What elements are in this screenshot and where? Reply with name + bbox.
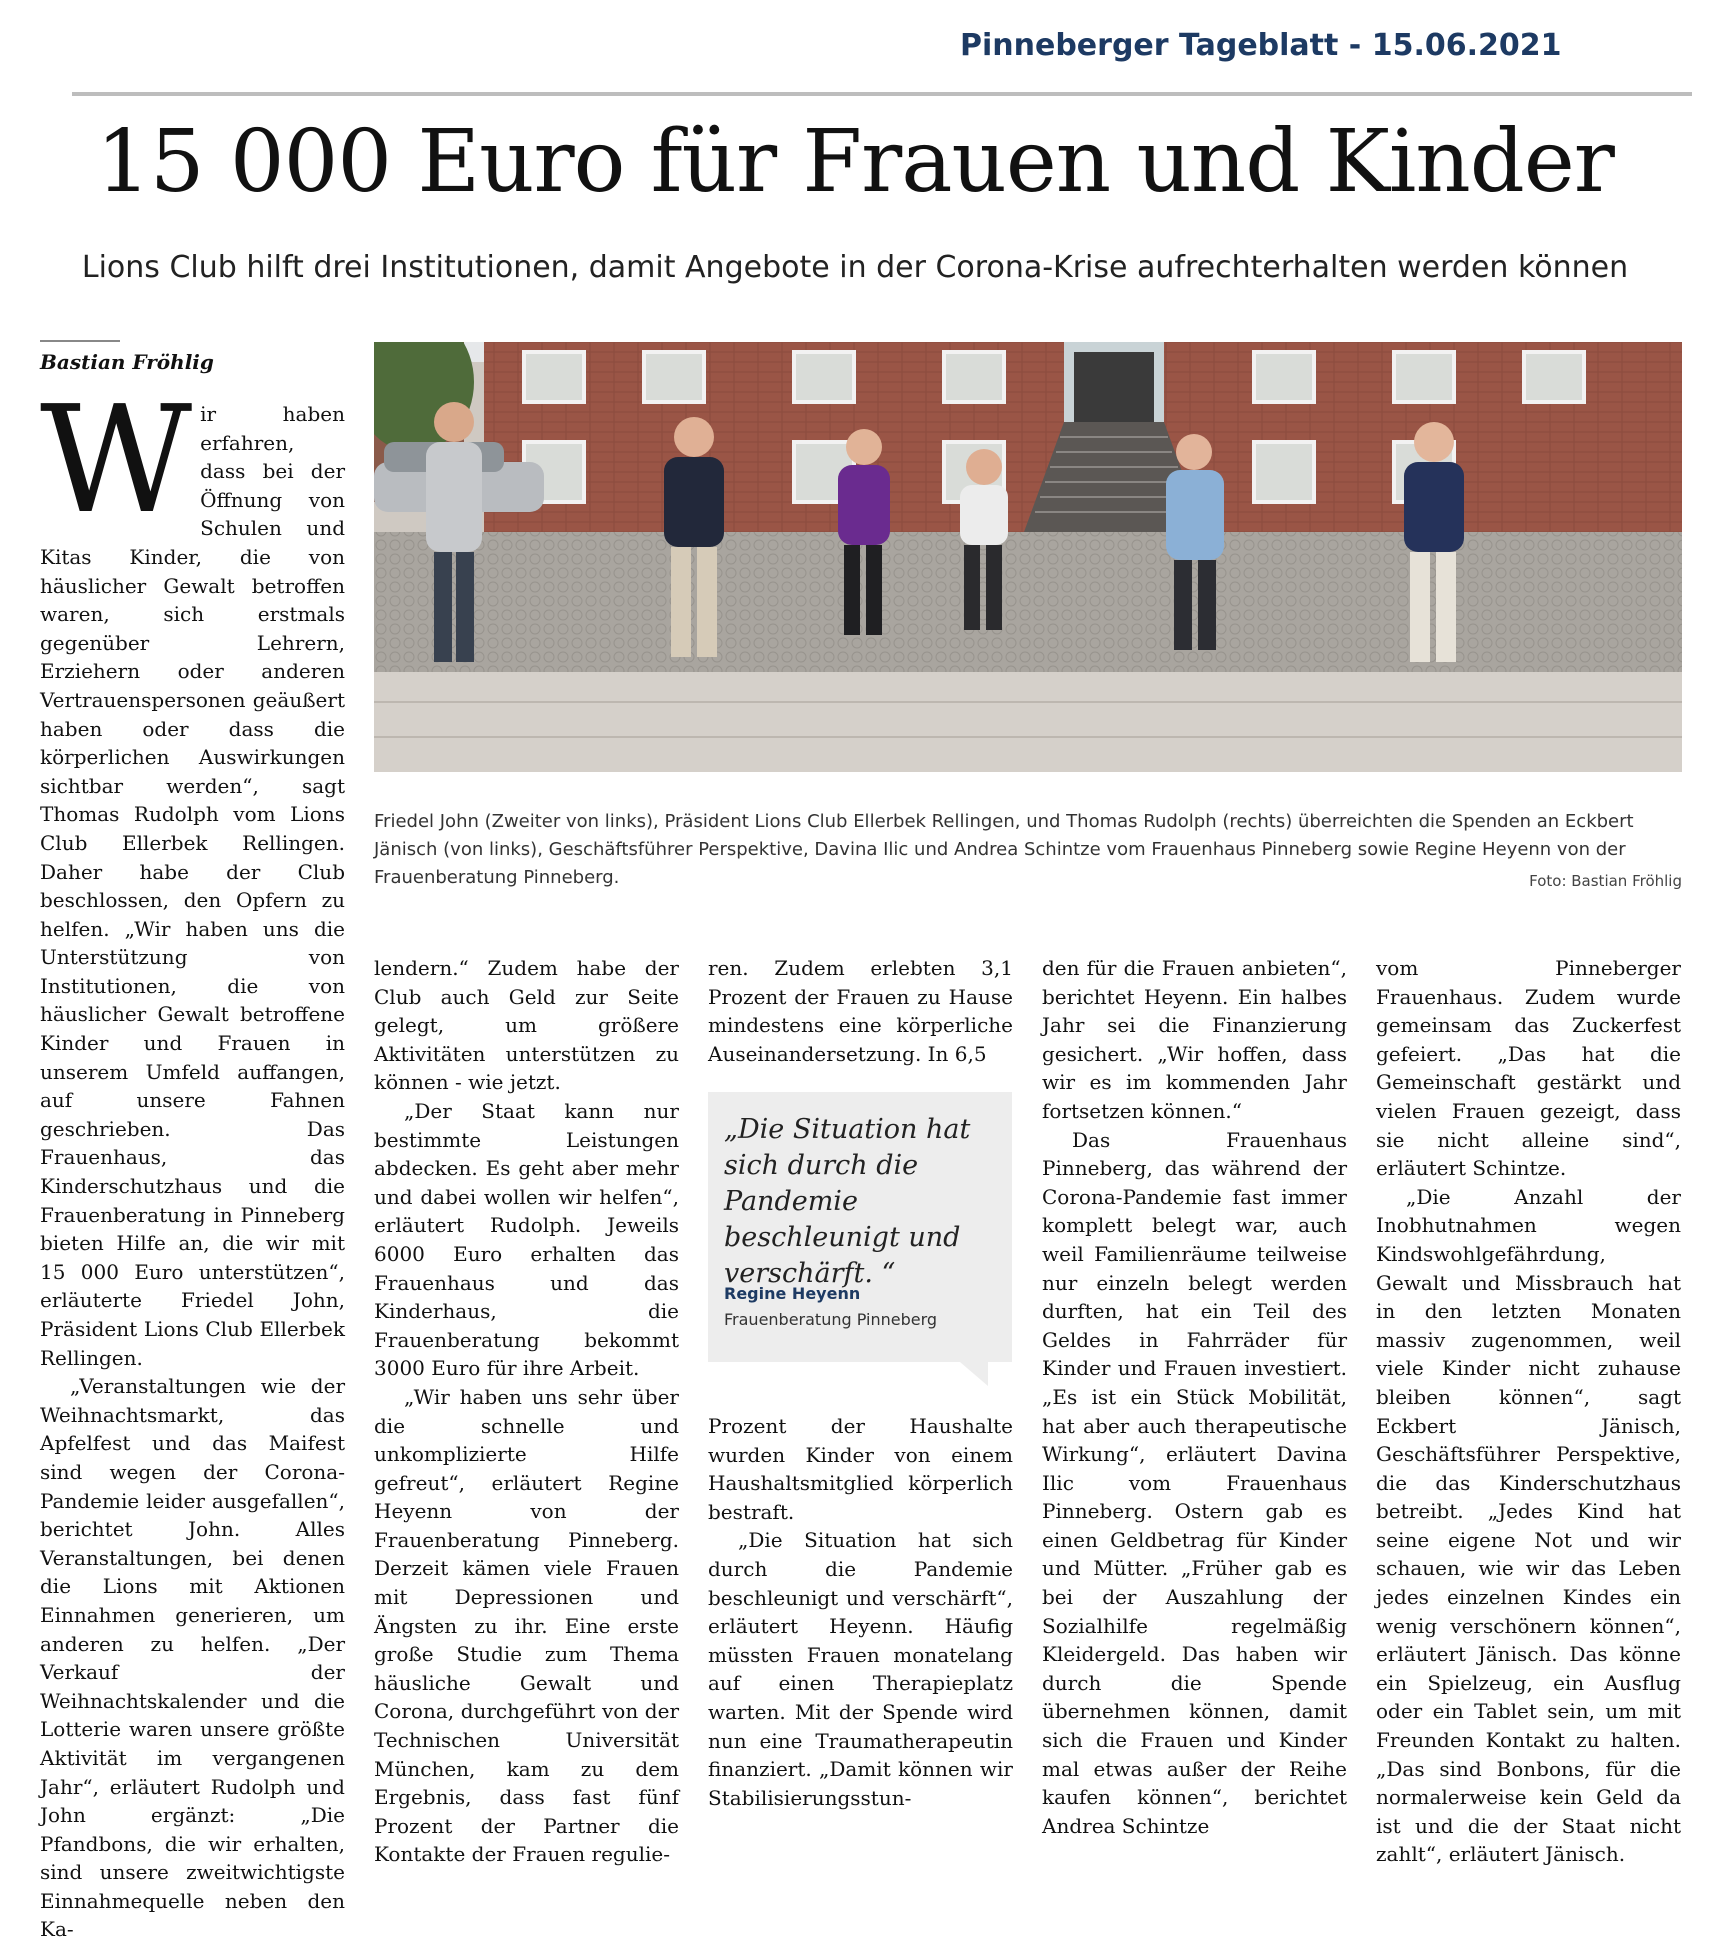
- pull-quote-name: Regine Heyenn: [724, 1284, 861, 1303]
- pull-quote-text: „Die Situation hat sich durch die Pandemie beschleunigt und verschärft. “: [724, 1114, 971, 1289]
- article-photo: [374, 342, 1682, 772]
- header-divider: [72, 92, 1692, 96]
- article-paragraph: „Veranstaltungen wie der Weihnachtsmarkt, das Apfelfest und das Maifest sind wegen der Corona-Pandemie leider ausgefallen“, berichtet John. Alles Veranstaltungen, bei denen die Lions mit Aktionen Einnahmen generieren, um anderen zu helfen. „Der Verkauf der Weihnachtskalender und die Lotterie waren unsere größte Aktivität im vergangenen Jahr“, erläutert Rudolph und John ergänzt: „Die Pfandbons, die wir erhalten, sind unsere zweitwichtigste Einnahmequelle neben den Ka-: [40, 1374, 345, 1942]
- text-column-1: [40, 374, 345, 1944]
- article-paragraph: vom Pinneberger Frauenhaus. Zudem wurde gemeinsam das Zuckerfest gefeiert. „Das hat die Gemeinschaft gestärkt und vielen Frauen gezeigt, dass sie nicht alleine sind“, erläutert Schintze.: [1376, 956, 1681, 1181]
- author-divider: [40, 340, 120, 342]
- photo-caption: Friedel John (Zweiter von links), Präsident Lions Club Ellerbek Rellingen, und Thomas Rudolph (rechts) überreichten die Spenden an Eckbert Jänisch (von links), Geschäftsführer Perspektive, Davina Ilic und Andrea Schintze vom Frauenhaus Pinneberg sowie Regine Heyenn von der Frauenberatung Pinneberg.: [374, 811, 1634, 888]
- text-column-3-top: [708, 954, 1013, 1068]
- article-paragraph: Das Frauenhaus Pinneberg, das während der Corona-Pandemie fast immer komplett belegt war, auch weil Familienräume teilweise nur einzeln belegt werden durften, hat ein Teil des Geldes in Fahrräder für Kinder und Frauen investiert. „Es ist ein Stück Mobilität, hat aber auch therapeutische Wirkung“, erläutert Davina Ilic vom Frauenhaus Pinneberg. Ostern gab es einen Geldbetrag für Kinder und Mütter. „Früher gab es bei der Auszahlung der Sozialhilfe regelmäßig Kleidergeld. Das haben wir durch die Spende übernehmen können, damit sich die Frauen und Kinder mal etwas außer der Reihe kaufen können“, berichtet Andrea Schintze: [1042, 1127, 1347, 1838]
- pull-quote-tail: [960, 1362, 988, 1386]
- text-column-2: [374, 954, 679, 1869]
- article-headline: 15 000 Euro für Frauen und Kinder: [96, 112, 1614, 212]
- article-paragraph: ren. Zudem erlebten 3,1 Prozent der Frauen zu Hause mindestens eine körperliche Auseinandersetzung. In 6,5: [708, 956, 1013, 1066]
- article-paragraph: „Die Anzahl der Inobhutnahmen wegen Kindswohlgefährdung, Gewalt und Missbrauch hat in den letzten Monaten massiv zugenommen, weil viele Kinder nicht zuhause bleiben können“, sagt Eckbert Jänisch, Geschäftsführer Perspektive, die das Kinderschutzhaus betreibt. „Jedes Kind hat seine eigene Not und wir schauen, wie wir das Leben jedes einzelnen Kindes ein wenig verschönern können“, erläutert Jänisch. Das könne ein Spielzeug, ein Ausflug oder ein Tablet sein, um mit Freunden Kontakt zu halten. „Das sind Bonbons, für die normalerweise kein Geld da ist und die der Staat nicht zahlt“, erläutert Jänisch.: [1376, 1184, 1681, 1867]
- text-column-4: [1042, 954, 1347, 1840]
- article-subheadline: Lions Club hilft drei Institutionen, damit Angebote in der Corona-Krise aufrechterhalten werden können: [81, 250, 1629, 285]
- article-author: Bastian Fröhlig: [40, 350, 214, 374]
- article-paragraph: Prozent der Haushalte wurden Kinder von einem Haushaltsmitglied körperlich bestraft.: [708, 1414, 1013, 1524]
- pull-quote-organization: Frauenberatung Pinneberg: [724, 1310, 938, 1329]
- article-paragraph: lendern.“ Zudem habe der Club auch Geld zur Seite gelegt, um größere Aktivitäten unterstützen zu können - wie jetzt.: [374, 956, 679, 1095]
- pull-quote-box: [708, 1092, 1012, 1362]
- article-paragraph: „Der Staat kann nur bestimmte Leistungen abdecken. Es geht aber mehr und dabei wollen wir helfen“, erläutert Rudolph. Jeweils 6000 Euro erhalten das Frauenhaus und das Kinderhaus, die Frauenberatung bekommt 3000 Euro für ihre Arbeit.: [374, 1098, 679, 1381]
- article-paragraph: den für die Frauen anbieten“, berichtet Heyenn. Ein halbes Jahr sei die Finanzierung gesichert. „Wir hoffen, dass wir es im kommenden Jahr fortsetzen können.“: [1042, 956, 1347, 1123]
- article-paragraph: „Wir haben uns sehr über die schnelle und unkomplizierte Hilfe gefreut“, erläutert Regine Heyenn von der Frauenberatung Pinneberg. Derzeit kämen viele Frauen mit Depressionen und Ängsten zu ihr. Eine erste große Studie zum Thema häusliche Gewalt und Corona, durchgeführt von der Technischen Universität München, kam zu dem Ergebnis, dass fast fünf Prozent der Partner die Kontakte der Frauen regulie-: [374, 1384, 679, 1867]
- article-paragraph: „Die Situation hat sich durch die Pandemie beschleunigt und verschärft“, erläutert Heyenn. Häufig müssten Frauen monatelang auf einen Therapieplatz warten. Mit der Spende wird nun eine Traumatherapeutin finanziert. „Damit können wir Stabilisierungsstun-: [708, 1528, 1013, 1810]
- text-column-5: [1376, 954, 1681, 1869]
- newspaper-source-date: Pinneberger Tageblatt - 15.06.2021: [960, 28, 1562, 63]
- text-column-3-bottom: [708, 1412, 1013, 1812]
- photo-credit: Foto: Bastian Fröhlig: [1529, 872, 1682, 890]
- article-paragraph-lead: Wir haben erfahren, dass bei der Öffnung von Schulen und Kitas Kinder, die von häuslicher Gewalt betroffen waren, sich erstmals gegenüber Lehrern, Erziehern oder anderen Vertrauenspersonen geäußert haben oder dass die körperlichen Auswirkungen sichtbar werden“, sagt Thomas Rudolph vom Lions Club Ellerbek Rellingen. Daher habe der Club beschlossen, den Opfern zu helfen. „Wir haben uns die Unterstützung von Institutionen, die von häuslicher Gewalt betroffene Kinder und Frauen in unserem Umfeld auffangen, auf unsere Fahnen geschrieben. Das Frauenhaus, das Kinderschutzhaus und die Frauenberatung in Pinneberg bieten Hilfe an, die wir mit 15 000 Euro unterstützen“, erläuterte Friedel John, Präsident Lions Club Ellerbek Rellingen.: [40, 374, 345, 1370]
